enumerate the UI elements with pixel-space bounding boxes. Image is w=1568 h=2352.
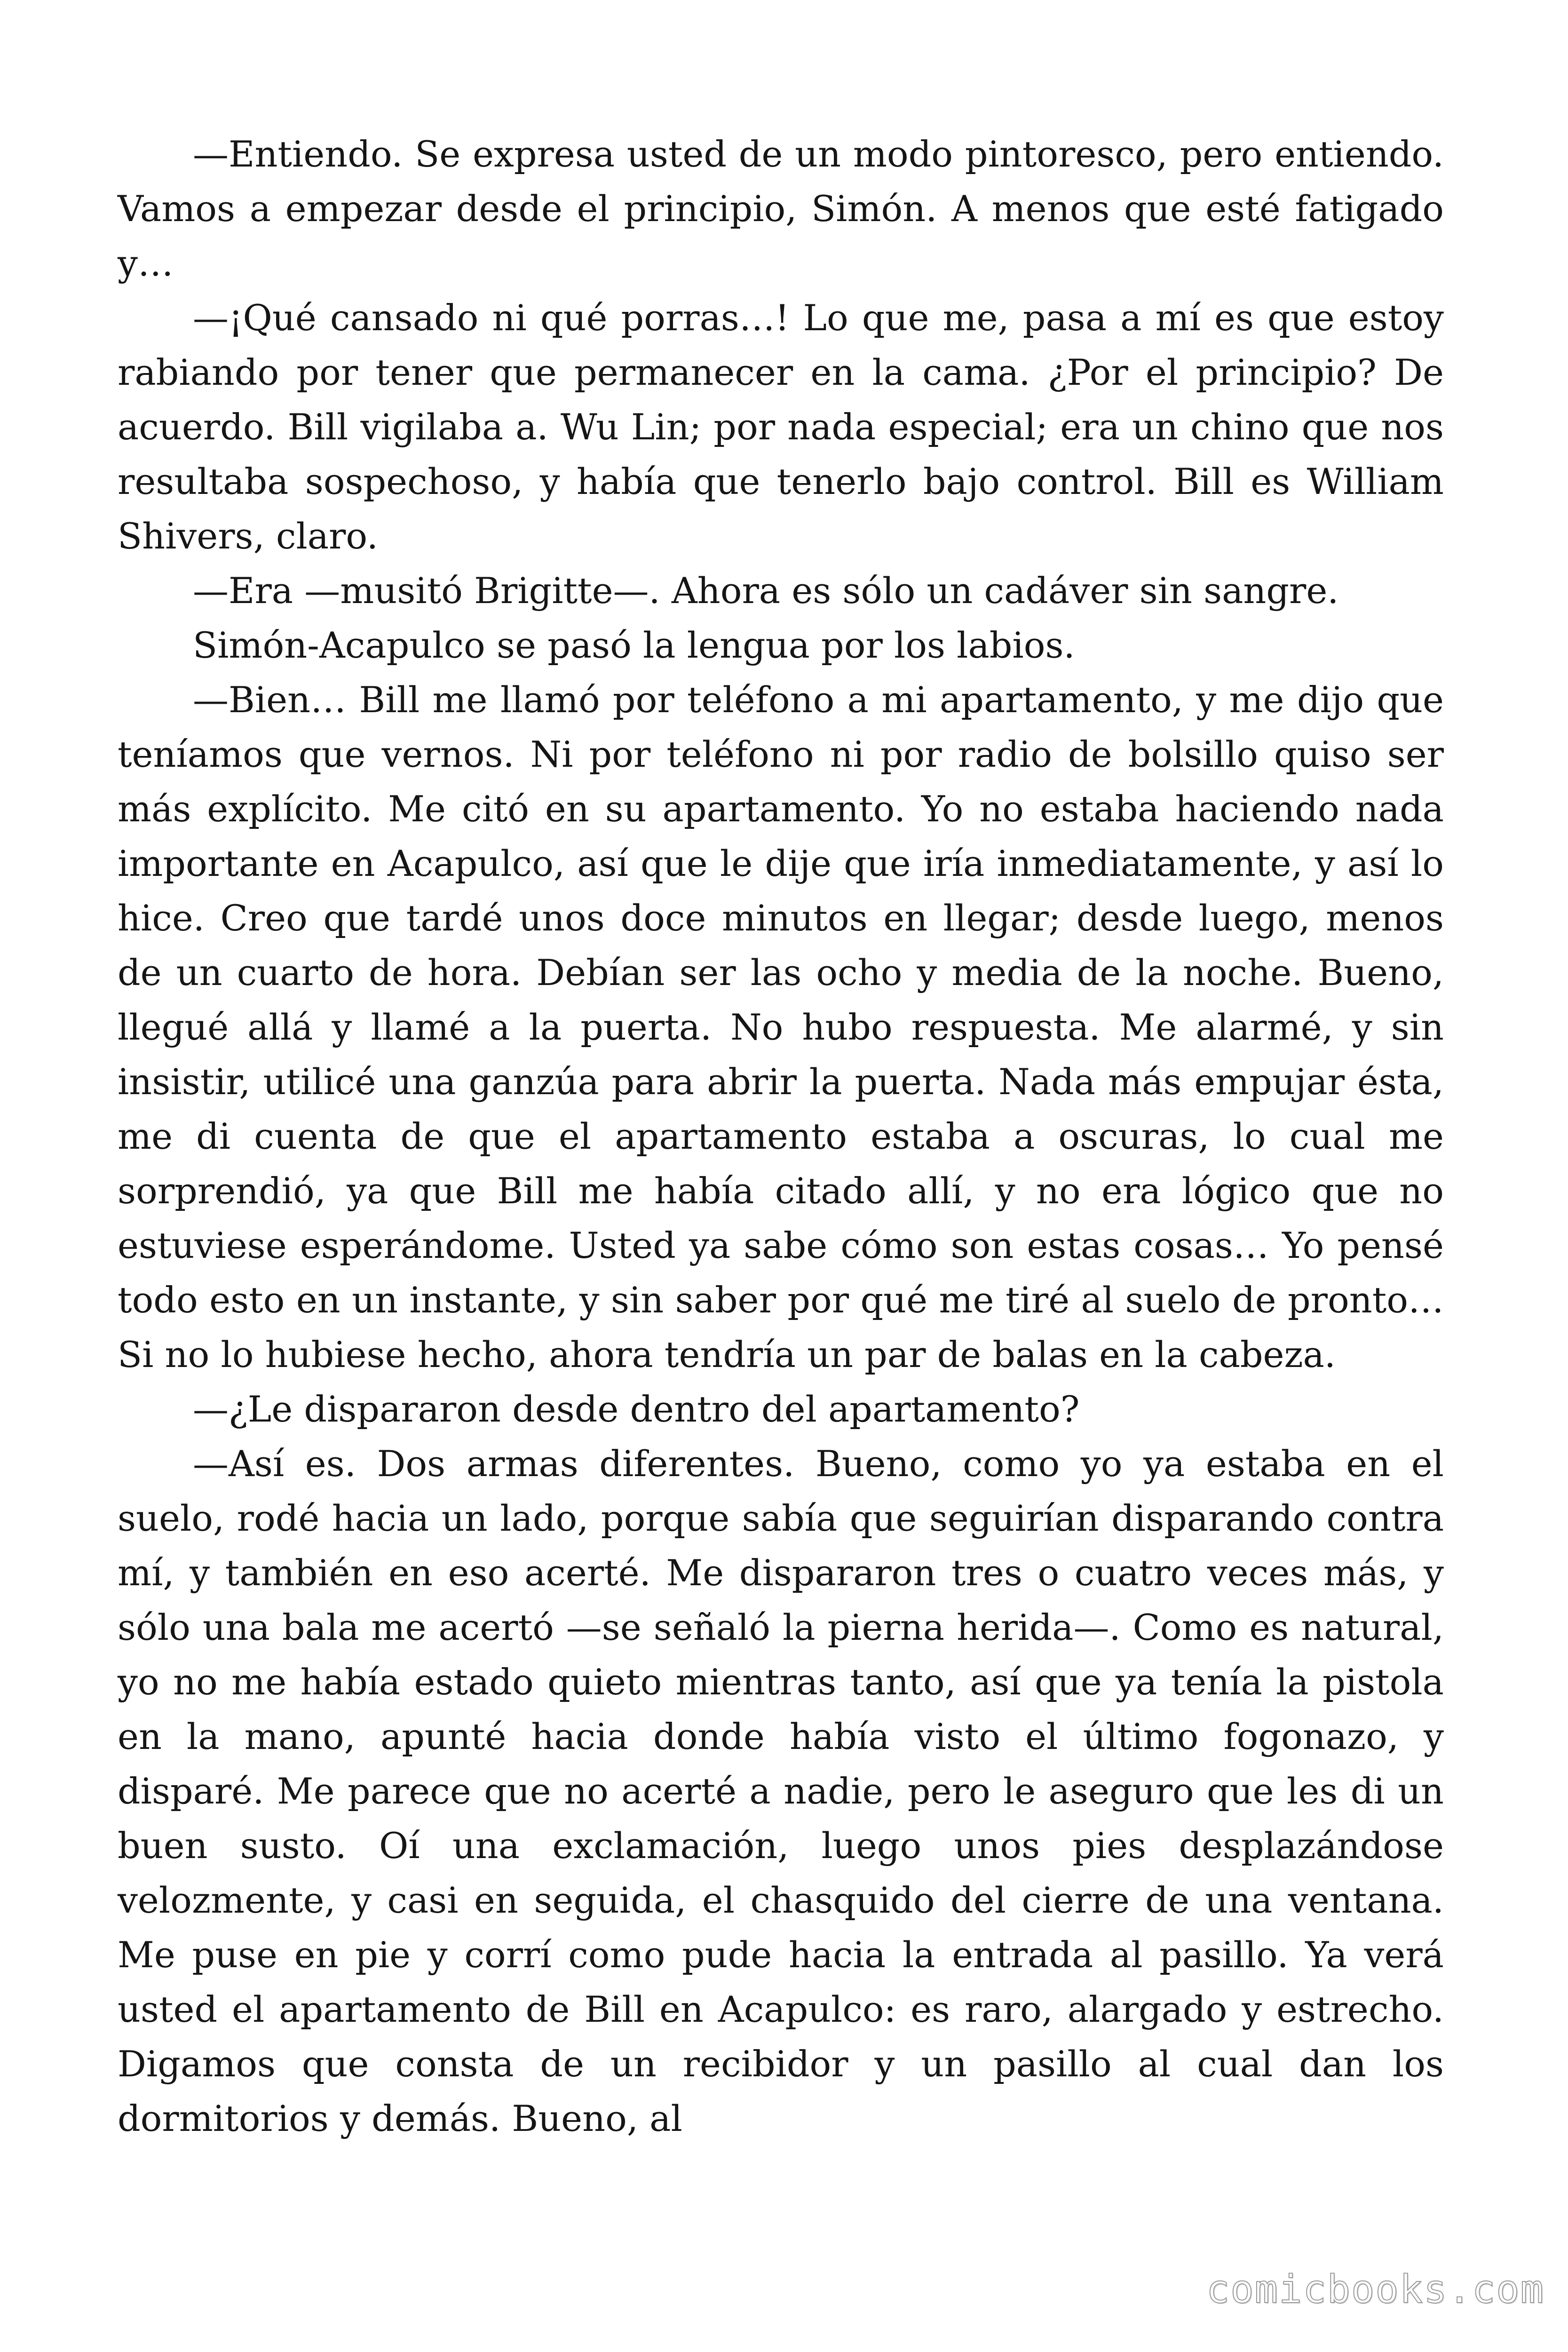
paragraph: —Bien… Bill me llamó por teléfono a mi apartamento, y me dijo que teníamos que vernos. Ni por teléfono ni por radio de bolsillo quiso ser más explícito. Me citó en su apartamento. Yo no estaba haciendo nada importante en Acapulco, así que le dije que iría inmediatamente, y así lo hice. Creo que tardé unos doce minutos en llegar; desde luego, menos de un cuarto de hora. Debían ser las ocho y media de la noche. Bueno, llegué allá y llamé a la puerta. No hubo respuesta. Me alarmé, y sin insistir, utilicé una ganzúa para abrir la puerta. Nada más empujar ésta, me di cuenta de que el apartamento estaba a oscuras, lo cual me sorprendió, ya que Bill me había citado allí, y no era lógico que no estuviese esperándome. Usted ya sabe cómo son estas cosas… Yo pensé todo esto en un instante, y sin saber por qué me tiré al suelo de pronto… Si no lo hubiese hecho, ahora tendría un par de balas en la cabeza. (118, 679, 1444, 1375)
paragraph: —Así es. Dos armas diferentes. Bueno, como yo ya estaba en el suelo, rodé hacia un lado, porque sabía que seguirían disparando contra mí, y también en eso acerté. Me dispararon tres o cuatro veces más, y sólo una bala me acertó —se señaló la pierna herida—. Como es natural, yo no me había estado quieto mientras tanto, así que ya tenía la pistola en la mano, apunté hacia donde había visto el último fogonazo, y disparé. Me parece que no acerté a nadie, pero le aseguro que les di un buen susto. Oí una exclamación, luego unos pies desplazándose velozmente, y casi en seguida, el chasquido del cierre de una ventana. Me puse en pie y corrí como pude hacia la entrada al pasillo. Ya verá usted el apartamento de Bill en Acapulco: es raro, alargado y estrecho. Digamos que consta de un recibidor y un pasillo al cual dan los dormitorios y demás. Bueno, al (118, 1443, 1444, 2139)
paragraph: —¡Qué cansado ni qué porras…! Lo que me, pasa a mí es que estoy rabiando por tener que permanecer en la cama. ¿Por el principio? De acuerdo. Bill vigilaba a. Wu Lin; por nada especial; era un chino que nos resultaba sospechoso, y había que tenerlo bajo control. Bill es William Shivers, claro. (118, 297, 1444, 557)
paragraph: —Entiendo. Se expresa usted de un modo pintoresco, pero entiendo. Vamos a empezar desde el principio, Simón. A menos que esté fatigado y… (118, 133, 1444, 284)
watermark: comicbooks.com (1206, 2267, 1544, 2312)
book-page (118, 127, 1444, 2146)
paragraph: —Era —musitó Brigitte—. Ahora es sólo un cadáver sin sangre. (193, 570, 1339, 612)
paragraph: —¿Le dispararon desde dentro del apartamento? (193, 1388, 1080, 1430)
paragraph: Simón-Acapulco se pasó la lengua por los labios. (193, 624, 1075, 666)
